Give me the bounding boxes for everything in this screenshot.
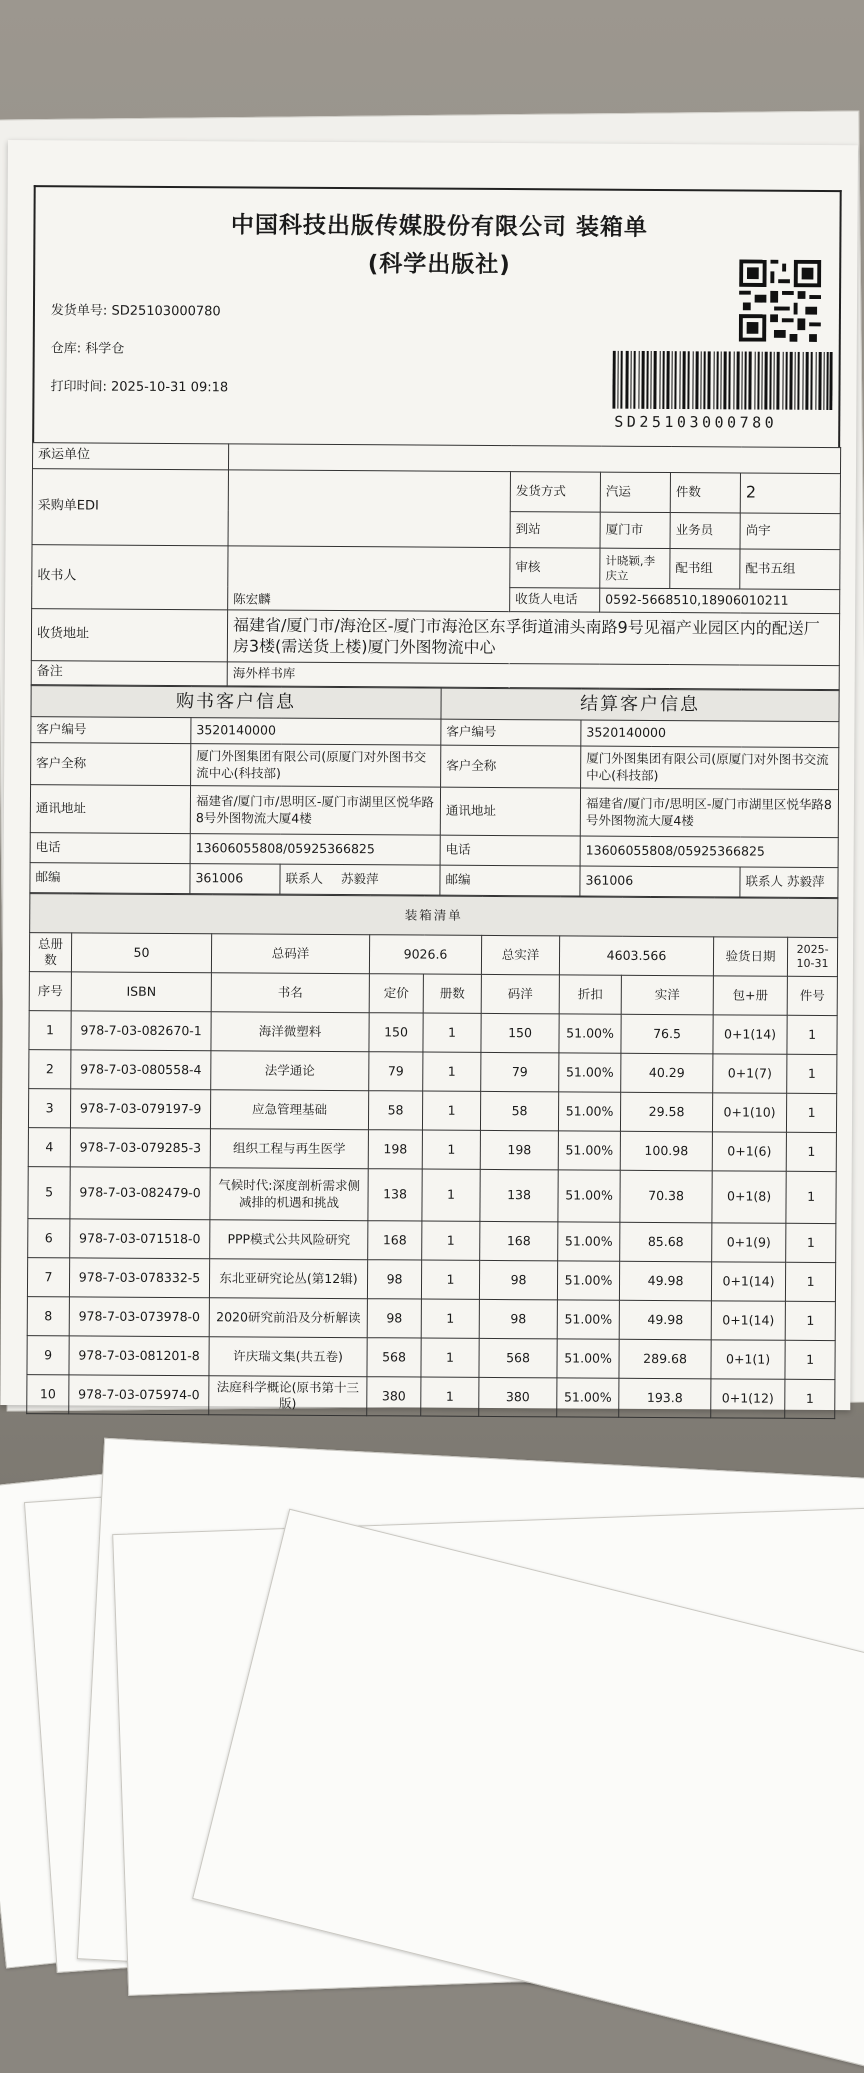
table-row [28,1128,836,1172]
table-cell: 51.00% [559,1014,621,1053]
check-date-label: 验货日期 [713,937,787,976]
table-cell: 7 [27,1258,69,1297]
table-cell: 1 [422,1130,480,1169]
table-cell: 51.00% [557,1300,619,1339]
table-cell: 0+1(10) [712,1093,786,1132]
method-value: 汽运 [600,472,670,512]
table-cell: 98 [367,1299,421,1338]
table-cell: 198 [368,1130,422,1169]
buyer-address-value: 福建省/厦门市/思明区-厦门市湖里区悦华路8号外图物流大厦4楼 [190,786,440,836]
table-cell: 76.5 [621,1014,713,1054]
table-cell: 51.00% [559,1053,621,1092]
table-cell: 51.00% [558,1131,620,1170]
method-label: 发货方式 [510,472,600,513]
table-cell: 98 [479,1299,557,1338]
column-header: 定价 [369,974,423,1013]
settle-name-label: 客户全称 [441,745,581,788]
table-cell: 138 [480,1169,558,1221]
edi-label: 采购单EDI [32,469,228,546]
table-cell: 978-7-03-081201-8 [69,1336,209,1376]
packing-rows [27,1011,838,1419]
table-row [27,1258,835,1302]
column-header: 码洋 [481,974,559,1013]
qr-code-icon [739,259,821,341]
table-cell: 5 [28,1167,70,1219]
phone-label: 收货人电话 [510,588,600,613]
carrier-value [228,444,840,474]
table-cell: 1 [786,1171,836,1223]
station-value: 厦门市 [600,512,670,548]
note-value: 海外样书库 [227,662,839,690]
table-cell: 许庆瑞文集(共五卷) [209,1337,367,1377]
table-cell: 3 [28,1089,70,1128]
table-cell: 1 [422,1169,480,1221]
address-value: 福建省/厦门市/海沧区-厦门市海沧区东孚街道浦头南路9号见福产业园区内的配送厂房3楼(需送货上楼)厦门外图物流中心 [227,610,839,666]
edi-value [228,470,510,548]
barcode-text: SD25103000780 [614,412,778,432]
table-cell: 380 [479,1377,557,1416]
table-cell: 1 [29,1011,71,1050]
total-actual-label: 总实洋 [481,935,559,974]
table-cell: 138 [368,1169,422,1221]
table-cell: 49.98 [619,1261,711,1301]
buyer-contact-value: 苏毅萍 [340,871,379,887]
table-row [27,1297,835,1341]
table-cell: 198 [480,1130,558,1169]
table-cell: 0+1(7) [713,1054,787,1093]
packing-table [26,893,838,1419]
recipient-value: 陈宏麟 [228,546,510,612]
table-cell: 40.29 [621,1053,713,1093]
buyer-address-label: 通讯地址 [30,785,190,834]
table-cell: 1 [421,1260,479,1299]
table-cell: 978-7-03-071518-0 [70,1219,210,1259]
buyer-phone-label: 电话 [30,833,190,864]
header-box [32,185,842,447]
table-cell: 1 [423,1052,481,1091]
buyer-contact [280,864,440,895]
table-cell: 气候时代:深度剖析需求侧减排的机遇和挑战 [210,1168,368,1221]
table-cell: 1 [421,1338,479,1377]
total-price-value: 9026.6 [369,935,481,975]
total-actual-value: 4603.566 [559,936,713,976]
table-cell: 79 [481,1052,559,1091]
table-cell: 150 [369,1013,423,1052]
table-cell: 51.00% [558,1092,620,1131]
table-cell: 168 [480,1221,558,1260]
table-cell: 9 [27,1336,69,1375]
table-cell: 10 [27,1375,69,1414]
table-row [29,1050,837,1094]
table-cell: 海洋微塑料 [211,1012,369,1052]
buyer-contact-label: 联系人 [285,871,324,887]
table-cell: 1 [423,1013,481,1052]
table-cell: 51.00% [558,1170,620,1222]
review-value: 计晓颖,李庆立 [600,548,670,588]
barcode-icon [612,351,832,410]
table-cell: 1 [422,1091,480,1130]
buyer-zip-value: 361006 [190,864,280,895]
table-cell: 978-7-03-079285-3 [70,1128,210,1168]
warehouse-value: 科学仓 [85,341,125,357]
table-row [28,1089,836,1133]
buyer-zip-label: 邮编 [30,863,190,894]
carrier-label: 承运单位 [32,443,228,470]
total-qty-label: 总册数 [29,933,71,972]
table-cell: 568 [479,1338,557,1377]
buyer-section-title: 购书客户信息 [31,686,441,720]
table-cell: 1 [787,1015,837,1054]
table-cell: 组织工程与再生医学 [210,1129,368,1169]
table-cell: 98 [479,1260,557,1299]
table-cell: 1 [786,1223,836,1262]
packing-slip [0,140,858,1410]
settle-name-value: 厦门外图集团有限公司(原厦门对外图书交流中心(科技部) [581,746,839,790]
salesman-value: 尚宇 [740,513,840,550]
column-header: 实洋 [621,975,713,1015]
customer-table [29,685,839,898]
settle-zip-value: 361006 [580,866,740,897]
buyer-code-label: 客户编号 [31,717,191,744]
table-cell: 4 [28,1128,70,1167]
phone-value: 0592-5668510,18906010211 [600,588,840,613]
print-time-value: 2025-10-31 09:18 [110,379,229,396]
group-label: 配书组 [670,549,740,589]
settle-contact-label: 联系人 [745,873,784,890]
settle-contact [740,867,838,898]
settle-code-value: 3520140000 [581,720,839,748]
column-header: 书名 [211,973,369,1013]
table-row [28,1167,836,1224]
table-cell: 978-7-03-082479-0 [70,1167,210,1220]
table-cell: 1 [785,1262,835,1301]
table-cell: 978-7-03-078332-5 [69,1258,209,1298]
buyer-code-value: 3520140000 [191,718,441,746]
column-header: 册数 [423,974,481,1013]
order-no-line [51,299,221,319]
table-cell: 2 [29,1050,71,1089]
table-cell: 51.00% [557,1261,619,1300]
buyer-name-label: 客户全称 [31,743,191,786]
table-cell: 978-7-03-080558-4 [71,1050,211,1090]
table-row [29,1011,837,1055]
settle-contact-value: 苏毅萍 [786,874,825,890]
column-header: 包+册 [713,976,787,1015]
table-cell: 1 [786,1132,836,1171]
table-cell: 568 [367,1338,421,1377]
table-cell: 1 [422,1221,480,1260]
table-cell: 978-7-03-075974-0 [69,1375,209,1415]
column-header: 件号 [787,976,837,1015]
table-cell: 29.58 [620,1092,712,1132]
order-no-value: SD25103000780 [111,303,221,320]
table-cell: 978-7-03-079197-9 [70,1089,210,1129]
table-cell: 150 [481,1013,559,1052]
table-cell: 1 [786,1093,836,1132]
table-cell: 978-7-03-073978-0 [69,1297,209,1337]
table-cell: 51.00% [557,1339,619,1378]
table-cell: 0+1(14) [711,1301,785,1340]
form [26,185,841,1419]
table-cell: 1 [787,1054,837,1093]
table-cell: 0+1(12) [711,1379,785,1418]
settle-address-value: 福建省/厦门市/思明区-厦门市湖里区悦华路8号外图物流大厦4楼 [580,788,838,838]
settle-address-label: 通讯地址 [440,787,580,836]
table-cell: 8 [27,1297,69,1336]
table-cell: 0+1(8) [712,1171,786,1223]
print-time-line [50,375,228,395]
table-cell: 0+1(9) [712,1223,786,1262]
buyer-name-value: 厦门外图集团有限公司(原厦门对外图书交流中心(科技部) [191,744,441,788]
packing-section-title: 装箱清单 [30,894,838,938]
table-cell: 51.00% [558,1222,620,1261]
table-row [27,1375,835,1419]
doc-title: 中国科技出版传媒股份有限公司 装箱单 [230,212,649,241]
note-label: 备注 [31,661,227,686]
table-cell: 380 [367,1377,421,1416]
table-cell: 49.98 [619,1300,711,1340]
table-cell: 79 [369,1052,423,1091]
shipping-table [31,442,842,690]
table-cell: 0+1(14) [711,1262,785,1301]
recipient-label: 收书人 [32,545,228,610]
address-label: 收货地址 [31,609,227,662]
table-cell: 1 [421,1377,479,1416]
table-cell: 东北亚研究论丛(第12辑) [209,1259,367,1299]
table-cell: 应急管理基础 [210,1090,368,1130]
table-cell: 0+1(1) [711,1340,785,1379]
table-row [28,1219,836,1263]
table-cell: 1 [785,1301,835,1340]
table-cell: 58 [480,1091,558,1130]
table-cell: 1 [785,1379,835,1418]
table-cell: 1 [785,1340,835,1379]
warehouse-line [51,337,125,356]
total-qty-value: 50 [71,933,211,973]
print-time-label: 打印时间: [50,379,107,395]
table-cell: 2020研究前沿及分析解读 [209,1298,367,1338]
column-header: ISBN [71,972,211,1012]
total-price-label: 总码洋 [211,934,369,974]
table-cell: 法学通论 [211,1051,369,1091]
warehouse-label: 仓库: [50,341,82,357]
order-no-label: 发货单号: [50,303,108,319]
packing-header-row [29,972,837,1016]
pieces-label: 件数 [670,473,740,513]
table-cell: 6 [28,1219,70,1258]
table-cell: 0+1(14) [713,1015,787,1054]
salesman-label: 业务员 [670,513,740,549]
settle-phone-label: 电话 [440,835,580,866]
table-row [27,1336,835,1380]
column-header: 折扣 [559,975,621,1014]
settle-phone-value: 13606055808/05925366825 [580,836,838,868]
table-cell: 193.8 [619,1378,711,1418]
table-cell: PPP模式公共风险研究 [210,1220,368,1260]
settle-section-title: 结算客户信息 [441,688,839,721]
table-cell: 51.00% [557,1378,619,1417]
table-cell: 0+1(6) [712,1132,786,1171]
review-label: 审核 [510,548,600,589]
settle-code-label: 客户编号 [441,719,581,746]
doc-subtitle: (科学出版社) [367,251,511,279]
table-cell: 100.98 [620,1131,712,1171]
table-cell: 58 [368,1091,422,1130]
buyer-phone-value: 13606055808/05925366825 [190,834,440,866]
check-date-value: 2025-10-31 [787,937,837,976]
table-cell: 289.68 [619,1339,711,1379]
group-value: 配书五组 [740,549,840,590]
column-header: 序号 [29,972,71,1011]
table-cell: 98 [367,1260,421,1299]
pieces-value: 2 [740,473,840,514]
table-cell: 978-7-03-082670-1 [71,1011,211,1051]
station-label: 到站 [510,512,600,549]
table-cell: 168 [368,1221,422,1260]
settle-zip-label: 邮编 [440,865,580,896]
table-cell: 70.38 [620,1170,712,1223]
table-cell: 法庭科学概论(原书第十三版) [209,1376,367,1416]
table-cell: 85.68 [620,1222,712,1262]
table-cell: 1 [421,1299,479,1338]
